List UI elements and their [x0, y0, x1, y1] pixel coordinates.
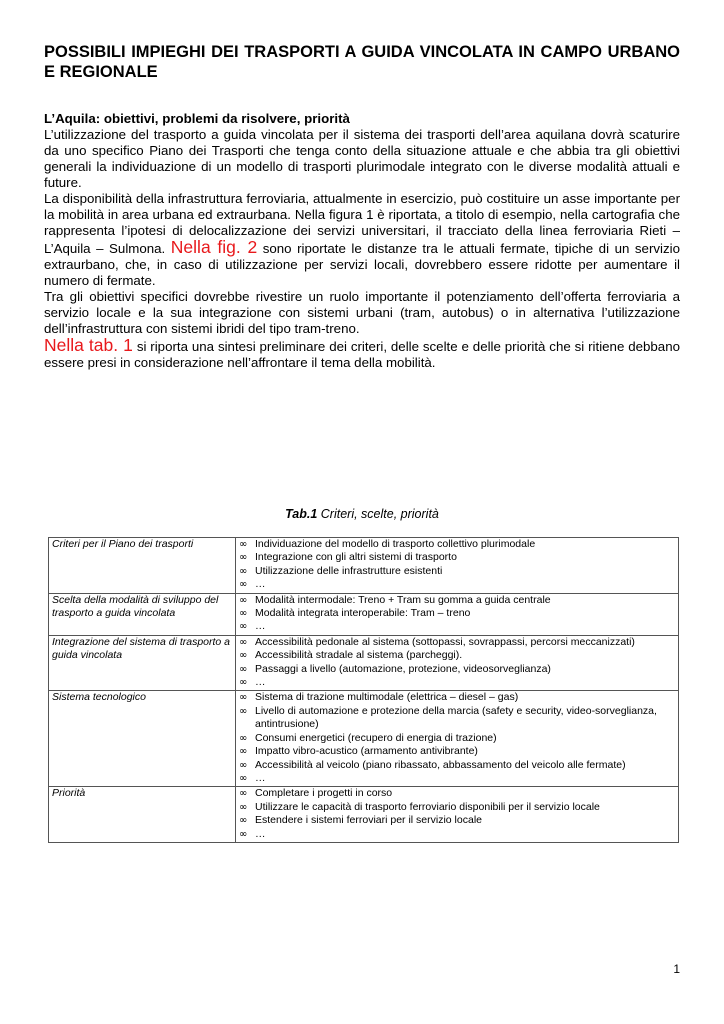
infinity-bullet-icon: ∞ — [239, 815, 248, 827]
infinity-bullet-icon: ∞ — [239, 579, 248, 591]
table-row — [49, 787, 679, 843]
list-item — [239, 705, 675, 732]
item-text: Consumi energetici (recupero di energia di trazione) — [255, 731, 497, 744]
list-item — [239, 745, 675, 758]
paragraph-4 — [44, 337, 680, 371]
criterion-cell: Scelta della modalità di sviluppo del trasporto a guida vincolata — [49, 593, 236, 635]
infinity-bullet-icon: ∞ — [239, 759, 248, 771]
infinity-bullet-icon: ∞ — [239, 732, 248, 744]
infinity-bullet-icon: ∞ — [239, 539, 248, 550]
criterion-cell: Priorità — [49, 787, 236, 843]
items-cell — [236, 691, 679, 787]
list-item — [239, 732, 675, 745]
item-text: … — [255, 620, 266, 633]
items-cell — [236, 635, 679, 691]
infinity-bullet-icon: ∞ — [239, 650, 248, 662]
paragraph-3: Tra gli obiettivi specifici dovrebbe rivestire un ruolo importante il potenziamento dell’offerta ferroviaria a servizio locale e la sua integrazione con sistemi urbani (tram, autobus) o in alternativa l’utilizzazione dell’infrastruttura con sistemi ibridi del tipo tram-treno. — [44, 289, 680, 336]
item-text: … — [255, 827, 266, 840]
list-item — [239, 649, 675, 662]
list-item — [239, 538, 675, 551]
list-item — [239, 814, 675, 827]
item-text: … — [255, 578, 266, 591]
infinity-bullet-icon: ∞ — [239, 594, 248, 606]
infinity-bullet-icon: ∞ — [239, 772, 248, 784]
infinity-bullet-icon: ∞ — [239, 636, 248, 648]
figure-reference: Nella fig. 2 — [170, 237, 258, 257]
infinity-bullet-icon: ∞ — [239, 552, 248, 564]
infinity-bullet-icon: ∞ — [239, 677, 248, 689]
paragraph-1: L’utilizzazione del trasporto a guida vincolata per il sistema dei trasporti dell’area aquilana dovrà scaturire da uno specifico Piano dei Trasporti che tenga conto della situazione attuale e che abbia tra gli obiettivi generali la individuazione di un modello di trasporti plurimodale integrato con le diverse modalità attuali e future. — [44, 127, 680, 190]
list-item — [239, 636, 675, 649]
items-cell — [236, 538, 679, 594]
page-number: 1 — [673, 962, 680, 976]
list-item — [239, 772, 675, 785]
item-list — [239, 636, 675, 690]
item-text: … — [255, 771, 266, 784]
body-text — [44, 127, 680, 371]
list-item — [239, 663, 675, 676]
item-text: Utilizzare le capacità di trasporto ferroviario disponibili per il servizio locale — [255, 800, 600, 813]
item-text: Accessibilità stradale al sistema (parcheggi). — [255, 649, 463, 662]
item-text: Completare i progetti in corso — [255, 787, 393, 800]
list-item — [239, 676, 675, 689]
criterion-cell: Sistema tecnologico — [49, 691, 236, 787]
table-row — [49, 538, 679, 594]
infinity-bullet-icon: ∞ — [239, 828, 248, 840]
infinity-bullet-icon: ∞ — [239, 705, 248, 717]
list-item — [239, 759, 675, 772]
item-text: Livello di automazione e protezione della marcia (safety e security, video-sorveglianza, antintrusione) — [255, 704, 657, 731]
item-text: Individuazione del modello di trasporto collettivo plurimodale — [255, 538, 536, 550]
infinity-bullet-icon: ∞ — [239, 692, 248, 704]
table-caption-label: Tab.1 — [285, 507, 318, 521]
table-caption-text: Criteri, scelte, priorità — [320, 507, 439, 521]
criteria-table — [48, 537, 679, 843]
item-text: Integrazione con gli altri sistemi di trasporto — [255, 551, 457, 564]
paragraph-2 — [44, 191, 680, 289]
criterion-cell: Criteri per il Piano dei trasporti — [49, 538, 236, 594]
paragraph-2-text: La disponibilità della infrastruttura ferroviaria, attualmente in esercizio, può costituire un asse importante per la mobilità in area urbana ed extraurbana. Nella figura 1 è riportata, a titolo di esempio, nella cartografia che rappresenta l’ipotesi di delocalizzazione dei servizi universitari, il tracciato della linea ferroviaria Rieti – L’Aquila – Sulmona. — [44, 191, 680, 256]
list-item — [239, 828, 675, 841]
item-text: Accessibilità al veicolo (piano ribassato, abbassamento del veicolo alle fermate) — [255, 758, 626, 771]
item-list — [239, 691, 675, 785]
list-item — [239, 594, 675, 607]
item-list — [239, 538, 675, 592]
table-row — [49, 691, 679, 787]
item-text: Sistema di trazione multimodale (elettrica – diesel – gas) — [255, 691, 519, 704]
items-cell — [236, 787, 679, 843]
table-row — [49, 635, 679, 691]
section-heading: L’Aquila: obiettivi, problemi da risolvere, priorità — [44, 111, 350, 126]
items-cell — [236, 593, 679, 635]
list-item — [239, 620, 675, 633]
infinity-bullet-icon: ∞ — [239, 788, 248, 800]
infinity-bullet-icon: ∞ — [239, 621, 248, 633]
list-item — [239, 787, 675, 800]
list-item — [239, 607, 675, 620]
item-text: … — [255, 676, 266, 689]
list-item — [239, 578, 675, 591]
infinity-bullet-icon: ∞ — [239, 565, 248, 577]
list-item — [239, 801, 675, 814]
item-text: Utilizzazione delle infrastrutture esistenti — [255, 564, 443, 577]
list-item — [239, 565, 675, 578]
infinity-bullet-icon: ∞ — [239, 608, 248, 620]
table-row — [49, 593, 679, 635]
infinity-bullet-icon: ∞ — [239, 801, 248, 813]
criterion-cell: Integrazione del sistema di trasporto a guida vincolata — [49, 635, 236, 691]
list-item — [239, 551, 675, 564]
table-reference: Nella tab. 1 — [44, 335, 133, 355]
item-text: Estendere i sistemi ferroviari per il servizio locale — [255, 814, 482, 827]
paragraph-4-text: si riporta una sintesi preliminare dei criteri, delle scelte e delle priorità che si ritiene debbano essere presi in considerazione nell’affrontare il tema della mobilità. — [44, 339, 680, 370]
item-text: Impatto vibro-acustico (armamento antivibrante) — [255, 745, 478, 758]
infinity-bullet-icon: ∞ — [239, 663, 248, 675]
list-item — [239, 691, 675, 704]
item-text: Modalità integrata interoperabile: Tram – treno — [255, 607, 471, 620]
document-title: POSSIBILI IMPIEGHI DEI TRASPORTI A GUIDA VINCOLATA IN CAMPO URBANO E REGIONALE — [44, 43, 680, 81]
infinity-bullet-icon: ∞ — [239, 746, 248, 758]
item-list — [239, 787, 675, 841]
item-text: Passaggi a livello (automazione, protezione, videosorveglianza) — [255, 662, 551, 675]
item-text: Accessibilità pedonale al sistema (sottopassi, sovrappassi, percorsi meccanizzati) — [255, 635, 635, 648]
paragraph-2-continuation: sono riportate le distanze tra le attuali fermate, tipiche di un servizio extraurbano, che, in caso di utilizzazione per servizi locali, dovrebbero essere ridotte per aumentare il numero di fermate. — [44, 241, 680, 288]
table-caption — [0, 506, 724, 522]
item-list — [239, 594, 675, 634]
item-text: Modalità intermodale: Treno + Tram su gomma a guida centrale — [255, 593, 551, 606]
